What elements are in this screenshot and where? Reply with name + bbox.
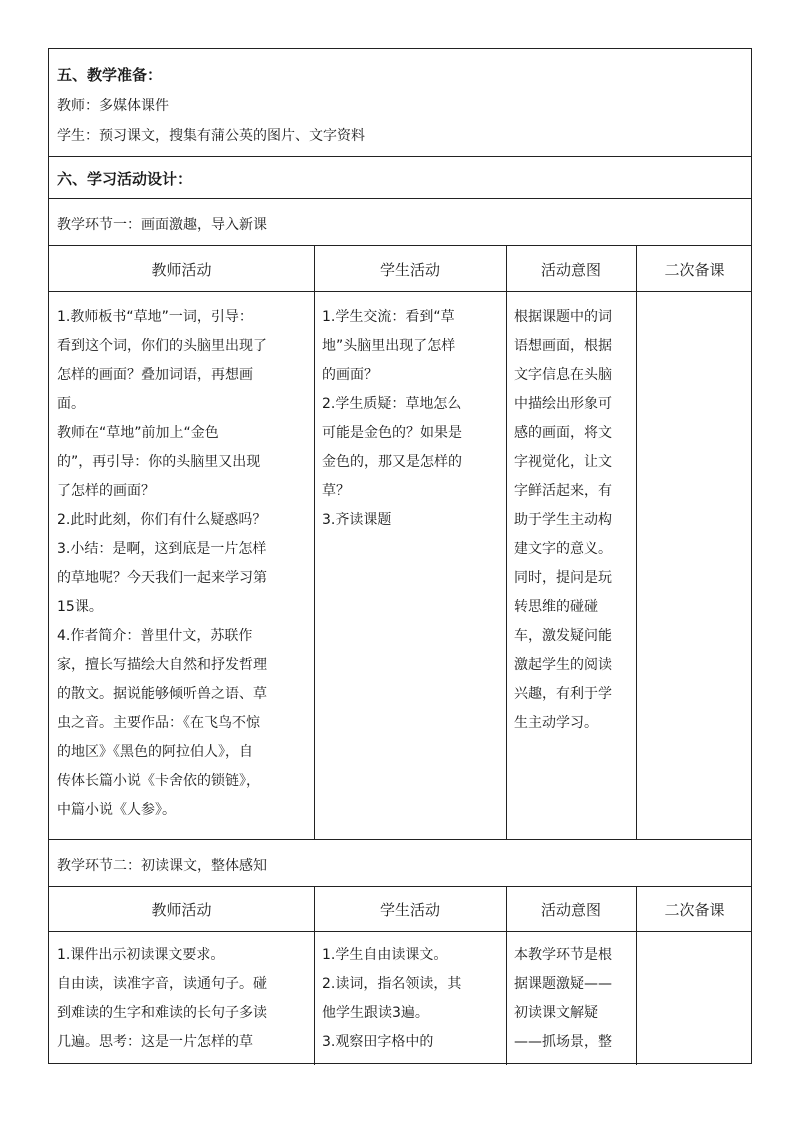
divider bbox=[49, 931, 751, 932]
column-divider bbox=[506, 245, 507, 839]
header-activity-intent: 活动意图 bbox=[540, 261, 601, 279]
text-line: 1.学生自由读课文。 bbox=[322, 947, 448, 963]
text-line: 家，擅长写描绘大自然和抒发哲理 bbox=[57, 657, 267, 673]
header-second-prep: 二次备课 bbox=[664, 261, 725, 279]
divider bbox=[49, 245, 751, 246]
text-line: 1.学生交流：看到“草 bbox=[322, 309, 455, 325]
text-line: 据课题激疑—— bbox=[514, 976, 612, 992]
section5-teacher: 教师：多媒体课件 bbox=[57, 98, 169, 114]
text-line: 中篇小说《人参》。 bbox=[57, 802, 176, 818]
text-line: 字鲜活起来，有 bbox=[514, 483, 612, 499]
text-line: 转思维的碰碰 bbox=[514, 599, 598, 615]
text-line: 到难读的生字和难读的长句子多读 bbox=[57, 1005, 267, 1021]
header-activity-intent: 活动意图 bbox=[540, 901, 601, 919]
text-line: 地”头脑里出现了怎样 bbox=[322, 338, 456, 354]
stage2-title: 教学环节二：初读课文，整体感知 bbox=[57, 858, 267, 874]
text-line: 虫之音。主要作品：《在飞鸟不惊 bbox=[57, 715, 260, 731]
header-teacher-activity: 教师活动 bbox=[151, 261, 212, 279]
text-line: 车，激发疑问能 bbox=[514, 628, 612, 644]
text-line: 自由读，读准字音，读通句子。碰 bbox=[57, 976, 267, 992]
divider bbox=[49, 291, 751, 292]
text-line: 看到这个词，你们的头脑里出现了 bbox=[57, 338, 267, 354]
text-line: 激起学生的阅读 bbox=[514, 657, 612, 673]
stage2-teacher-activity bbox=[57, 941, 267, 1057]
divider bbox=[49, 198, 751, 199]
header-teacher-activity: 教师活动 bbox=[151, 901, 212, 919]
stage2-student-activity bbox=[322, 941, 461, 1057]
text-line: 15课。 bbox=[57, 599, 103, 615]
text-line: 2.读词，指名领读，其 bbox=[322, 976, 462, 992]
section5-student: 学生：预习课文，搜集有蒲公英的图片、文字资料 bbox=[57, 128, 365, 144]
text-line: 草？ bbox=[322, 483, 350, 499]
text-line: 1.课件出示初读课文要求。 bbox=[57, 947, 225, 963]
text-line: 3.齐读课题 bbox=[322, 512, 392, 528]
text-line: 4.作者简介：普里什文，苏联作 bbox=[57, 628, 253, 644]
text-line: 的草地呢？今天我们一起来学习第 bbox=[57, 570, 267, 586]
text-line: 感的画面，将文 bbox=[514, 425, 612, 441]
header-student-activity: 学生活动 bbox=[379, 261, 440, 279]
text-line: 怎样的画面？叠加词语，再想画 bbox=[57, 367, 253, 383]
text-line: 传体长篇小说《卡舍依的锁链》， bbox=[57, 773, 260, 789]
section5-title: 五、教学准备： bbox=[57, 66, 163, 84]
stage1-teacher-activity bbox=[57, 303, 267, 825]
text-line: ——抓场景，整 bbox=[514, 1034, 612, 1050]
text-line: 2.学生质疑：草地怎么 bbox=[322, 396, 462, 412]
text-line: 助于学生主动构 bbox=[514, 512, 612, 528]
text-line: 他学生跟读3遍。 bbox=[322, 1005, 429, 1021]
lesson-plan-table bbox=[48, 48, 752, 1064]
text-line: 的”，再引导：你的头脑里又出现 bbox=[57, 454, 261, 470]
text-line: 根据课题中的词 bbox=[514, 309, 612, 325]
text-line: 面。 bbox=[57, 396, 85, 412]
text-line: 文字信息在头脑 bbox=[514, 367, 612, 383]
text-line: 建文字的意义。 bbox=[514, 541, 612, 557]
text-line: 可能是金色的？如果是 bbox=[322, 425, 462, 441]
text-line: 语想画面，根据 bbox=[514, 338, 612, 354]
text-line: 的画面？ bbox=[322, 367, 378, 383]
text-line: 了怎样的画面？ bbox=[57, 483, 155, 499]
text-line: 字视觉化，让文 bbox=[514, 454, 612, 470]
text-line: 3.小结：是啊，这到底是一片怎样 bbox=[57, 541, 267, 557]
divider bbox=[49, 886, 751, 887]
stage1-activity-intent bbox=[514, 303, 612, 738]
text-line: 中描绘出形象可 bbox=[514, 396, 612, 412]
stage2-activity-intent bbox=[514, 941, 612, 1057]
text-line: 几遍。思考：这是一片怎样的草 bbox=[57, 1034, 253, 1050]
text-line: 1.教师板书“草地”一词，引导： bbox=[57, 309, 253, 325]
text-line: 2.此时此刻，你们有什么疑惑吗？ bbox=[57, 512, 267, 528]
section6-title: 六、学习活动设计： bbox=[57, 170, 193, 188]
text-line: 3.观察田字格中的 bbox=[322, 1034, 434, 1050]
stage1-title: 教学环节一：画面激趣，导入新课 bbox=[57, 217, 267, 233]
text-line: 本教学环节是根 bbox=[514, 947, 612, 963]
divider bbox=[49, 156, 751, 157]
text-line: 生主动学习。 bbox=[514, 715, 598, 731]
header-student-activity: 学生活动 bbox=[379, 901, 440, 919]
text-line: 初读课文解疑 bbox=[514, 1005, 598, 1021]
text-line: 金色的，那又是怎样的 bbox=[322, 454, 462, 470]
text-line: 兴趣，有利于学 bbox=[514, 686, 612, 702]
text-line: 教师在“草地”前加上“金色 bbox=[57, 425, 219, 441]
column-divider bbox=[636, 245, 637, 839]
text-line: 的散文。据说能够倾听兽之语、草 bbox=[57, 686, 267, 702]
text-line: 同时，提问是玩 bbox=[514, 570, 612, 586]
divider bbox=[49, 839, 751, 840]
header-second-prep: 二次备课 bbox=[664, 901, 725, 919]
text-line: 的地区》《黑色的阿拉伯人》，自 bbox=[57, 744, 253, 760]
stage1-student-activity bbox=[322, 303, 462, 535]
column-divider bbox=[314, 245, 315, 839]
